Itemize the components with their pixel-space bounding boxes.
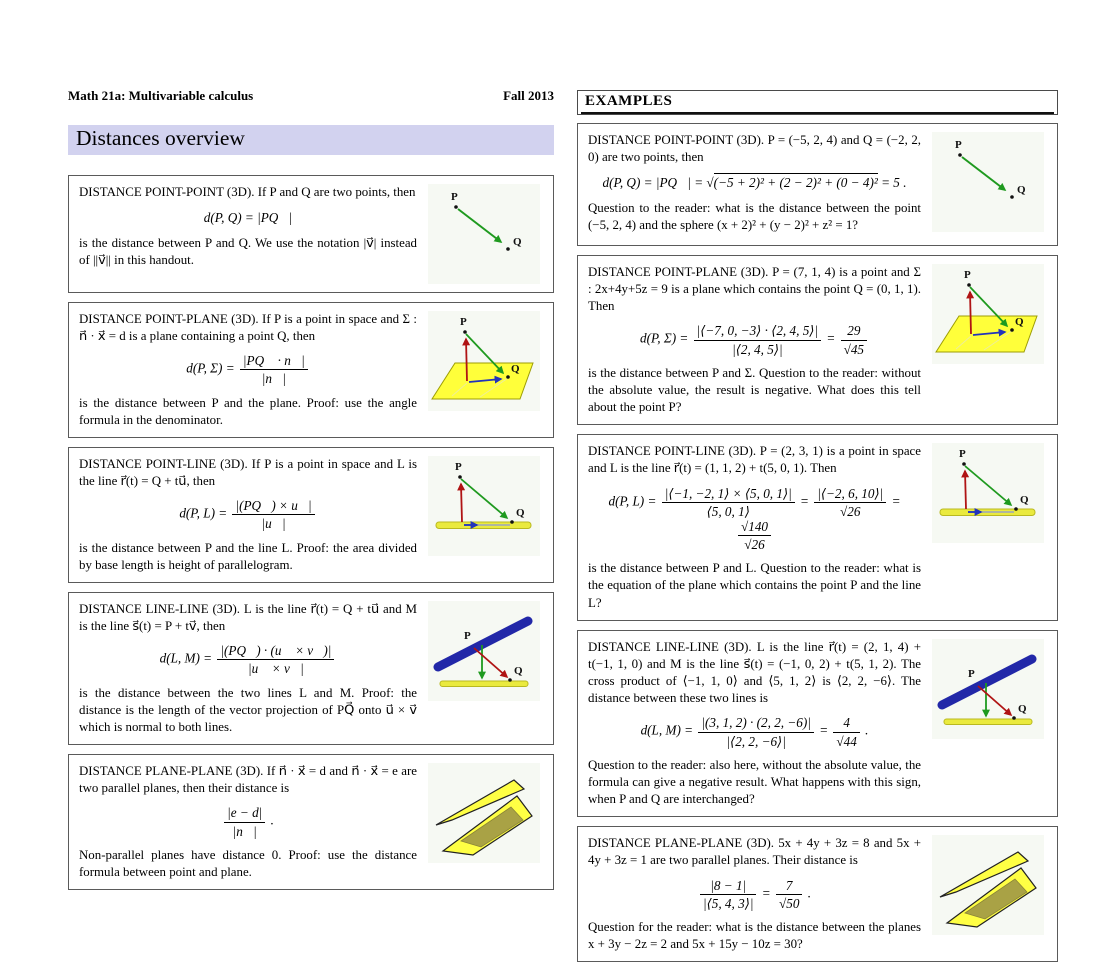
point-q-dot (1012, 716, 1016, 720)
box-formula: d(P, L) = $\frac{|⟨-1, -2, 1⟩ \times ⟨5, 0, 1⟩|}{⟨5, 0, 1⟩}$ = $\frac{|⟨-2, 6, 10⟩|}{√26}$ = $\frac{√140}{√26}$ (608, 485, 901, 553)
plane-plane-figure (425, 763, 543, 863)
figure-background (932, 443, 1044, 543)
label-q: Q (513, 236, 522, 248)
figure-background (428, 456, 540, 556)
label-p: P (451, 191, 458, 203)
point-line-figure (929, 443, 1047, 543)
height-vector-arrow (965, 471, 966, 509)
box-intro: DISTANCE PLANE-PLANE (3D). 5x + 4y + 3z = 8 and 5x + 4y + 3z = 1 are two parallel planes. Their distance is (588, 836, 921, 868)
example-box-point-plane (577, 255, 1058, 425)
box-intro: DISTANCE POINT-LINE (3D). P = (2, 3, 1) is a point in space and L is the line r⃗(t) = (1, 1, 2) + t(5, 0, 1). Then (588, 444, 921, 476)
point-line-diagram (932, 443, 1044, 543)
label-q: Q (1020, 494, 1029, 507)
box-text (588, 639, 921, 808)
box-outro: is the distance between P and Σ. Question to the reader: without the absolute value, the result is negative. What does this tell about the point P? (588, 365, 921, 415)
point-p-dot (458, 475, 462, 479)
box-outro: Non-parallel planes have distance 0. Proof: use the distance formula between point and plane. (79, 847, 417, 879)
normal-vector-arrow (970, 292, 971, 334)
figure-background (932, 132, 1044, 232)
definition-box-plane-plane (68, 754, 554, 890)
box-formula: d(P, L) = $\frac{|(PQ⃗) \times u⃗|}{|u⃗|}$ (81, 498, 415, 531)
examples-header-label: EXAMPLES (581, 93, 1054, 114)
box-formula: d(L, M) = $\frac{|(PQ⃗) \cdot (u⃗ \times v⃗)|}{|u⃗ \times v⃗|}$ (81, 643, 415, 676)
point-p-dot (962, 462, 966, 466)
point-p-dot (958, 153, 962, 157)
box-formula: d(P, Σ) = $\frac{|⟨-7, 0, -3⟩ \cdot ⟨2, 4, 5⟩|}{|⟨2, 4, 5⟩|}$ = $\frac{29}{√45}$ (590, 323, 919, 356)
page-title: Distances overview (68, 125, 554, 155)
examples-header (577, 90, 1058, 115)
box-intro: DISTANCE PLANE-PLANE (3D). If n⃗ · x⃗ = d and n⃗ · x⃗ = e are two parallel planes, then their distance is (79, 764, 417, 796)
label-p: P (460, 316, 467, 328)
point-q-dot (1010, 195, 1014, 199)
label-p: P (959, 448, 966, 461)
definition-box-point-line (68, 447, 554, 583)
point-point-figure (929, 132, 1047, 232)
point-q-dot (506, 247, 510, 251)
point-point-diagram (428, 184, 540, 284)
point-point-figure (425, 184, 543, 284)
point-q-dot (508, 678, 512, 682)
box-intro: DISTANCE POINT-PLANE (3D). If P is a point in space and Σ : n⃗ · x⃗ = d is a plane containing a point Q, then (79, 312, 417, 344)
box-text (79, 456, 417, 574)
height-vector-arrow (461, 484, 462, 522)
point-point-diagram (932, 132, 1044, 232)
label-q: Q (1017, 184, 1026, 196)
line-l-shape (944, 719, 1032, 725)
box-formula: $\frac{|8 - 1|}{|⟨5, 4, 3⟩|}$ = $\frac{7}{√50}$ . (590, 878, 919, 911)
box-outro: is the distance between P and the line L. Proof: the area divided by base length is height of parallelogram. (79, 540, 417, 572)
point-line-figure (425, 456, 543, 556)
definition-box-point-plane (68, 302, 554, 438)
box-formula: d(P, Q) = |PQ⃗| = √(−5 + 2)² + (2 − 2)² + (0 − 4)² = 5 . (602, 175, 907, 191)
point-q-dot (1014, 507, 1018, 511)
point-p-dot (967, 283, 971, 287)
box-intro: DISTANCE POINT-LINE (3D). If P is a point in space and L is the line r⃗(t) = Q + tu⃗, then (79, 456, 417, 489)
plane-plane-diagram (428, 763, 540, 863)
label-p: P (455, 460, 462, 473)
box-intro: DISTANCE POINT-PLANE (3D). P = (7, 1, 4) is a point and Σ : 2x+4y+5z = 9 is a plane which contains the point Q = (0, 1, 1). Then (588, 265, 921, 314)
label-p: P (464, 629, 471, 642)
line-line-figure (425, 601, 543, 701)
box-formula: d(P, Q) = |PQ⃗| (203, 210, 293, 226)
figure-background (428, 184, 540, 284)
point-plane-figure (425, 311, 543, 411)
label-q: Q (1018, 702, 1027, 715)
overview-column (68, 88, 554, 899)
normal-vector-arrow (466, 339, 467, 381)
box-intro: DISTANCE LINE-LINE (3D). L is the line r⃗(t) = Q + tu⃗ and M is the line s⃗(t) = P + tv⃗, then (79, 601, 417, 634)
box-outro: Question to the reader: what is the distance between the point (−5, 2, 4) and the sphere (x + 2)² + (y − 2)² + z² = 1? (588, 200, 921, 233)
point-plane-figure (929, 264, 1047, 364)
plane-plane-figure (929, 835, 1047, 935)
box-outro: is the distance between the two lines L and M. Proof: the distance is the length of the vector projection of PQ⃗ onto u⃗ × v⃗ which is normal to both lines. (79, 685, 417, 734)
example-box-point-point (577, 123, 1058, 246)
point-q-dot (1010, 328, 1014, 332)
example-box-plane-plane (577, 826, 1058, 962)
box-text (588, 132, 921, 234)
examples-column (577, 90, 1058, 971)
line-line-figure (929, 639, 1047, 739)
box-outro: Question to the reader: also here, without the absolute value, the formula can give a negative result. What happens with this sign, when P and Q are interchanged? (588, 757, 921, 807)
point-line-diagram (428, 456, 540, 556)
box-text (79, 601, 417, 736)
point-p-dot (454, 205, 458, 209)
label-q: Q (514, 664, 523, 677)
box-text (588, 264, 921, 416)
box-outro: is the distance between P and L. Question to the reader: what is the equation of the plane which contains the point P and the line L? (588, 561, 921, 610)
line-l-shape (440, 681, 528, 687)
box-text (588, 835, 921, 953)
example-box-point-line (577, 434, 1058, 620)
box-text (588, 443, 921, 611)
example-box-line-line (577, 630, 1058, 817)
label-q: Q (516, 506, 525, 519)
box-formula: d(P, Σ) = $\frac{|PQ⃗ \cdot n⃗|}{|n⃗|}$ (81, 353, 415, 386)
box-intro: DISTANCE POINT-POINT (3D). P = (−5, 2, 4) and Q = (−2, 2, 0) are two points, then (588, 133, 921, 165)
definition-box-line-line (68, 592, 554, 745)
box-text (79, 311, 417, 429)
point-q-dot (510, 520, 514, 524)
label-p: P (964, 269, 971, 281)
box-text (79, 763, 417, 881)
box-outro: is the distance between P and the plane. Proof: use the angle formula in the denominator. (79, 395, 417, 427)
plane-plane-diagram (932, 835, 1044, 935)
page-header (68, 88, 554, 104)
point-q-dot (506, 375, 510, 379)
label-q: Q (511, 363, 520, 375)
label-p: P (955, 139, 962, 151)
point-p-dot (463, 330, 467, 334)
point-plane-diagram (932, 264, 1044, 364)
box-formula: d(L, M) = $\frac{|(3, 1, 2) \cdot (2, 2, -6)|}{|⟨2, 2, -6⟩|}$ = $\frac{4}{√44}$ . (640, 715, 869, 749)
box-formula: $\frac{|e - d|}{|n⃗|}$ . (81, 805, 415, 838)
label-p: P (968, 667, 975, 680)
term-label: Fall 2013 (503, 88, 554, 103)
box-text (79, 184, 417, 269)
box-intro: DISTANCE LINE-LINE (3D). L is the line r⃗(t) = (2, 1, 4) + t(−1, 1, 0) and M is the line s⃗(t) = (−1, 0, 2) + t(5, 1, 2). The cross product of ⟨−1, 1, 0⟩ and ⟨5, 1, 2⟩ is ⟨2, 2, −6⟩. The distance between these two lines is (588, 639, 921, 706)
course-title: Math 21a: Multivariable calculus (68, 88, 254, 103)
line-line-diagram (428, 601, 540, 701)
line-line-diagram (932, 639, 1044, 739)
definition-box-point-point (68, 175, 554, 293)
box-outro: is the distance between P and Q. We use the notation |v⃗| instead of ||v⃗|| in this handout. (79, 235, 417, 267)
point-plane-diagram (428, 311, 540, 411)
label-q: Q (1015, 316, 1024, 328)
box-outro: Question for the reader: what is the distance between the planes x + 3y − 2z = 2 and 5x + 15y − 10z = 30? (588, 919, 921, 951)
box-intro: DISTANCE POINT-POINT (3D). If P and Q are two points, then (79, 185, 416, 199)
